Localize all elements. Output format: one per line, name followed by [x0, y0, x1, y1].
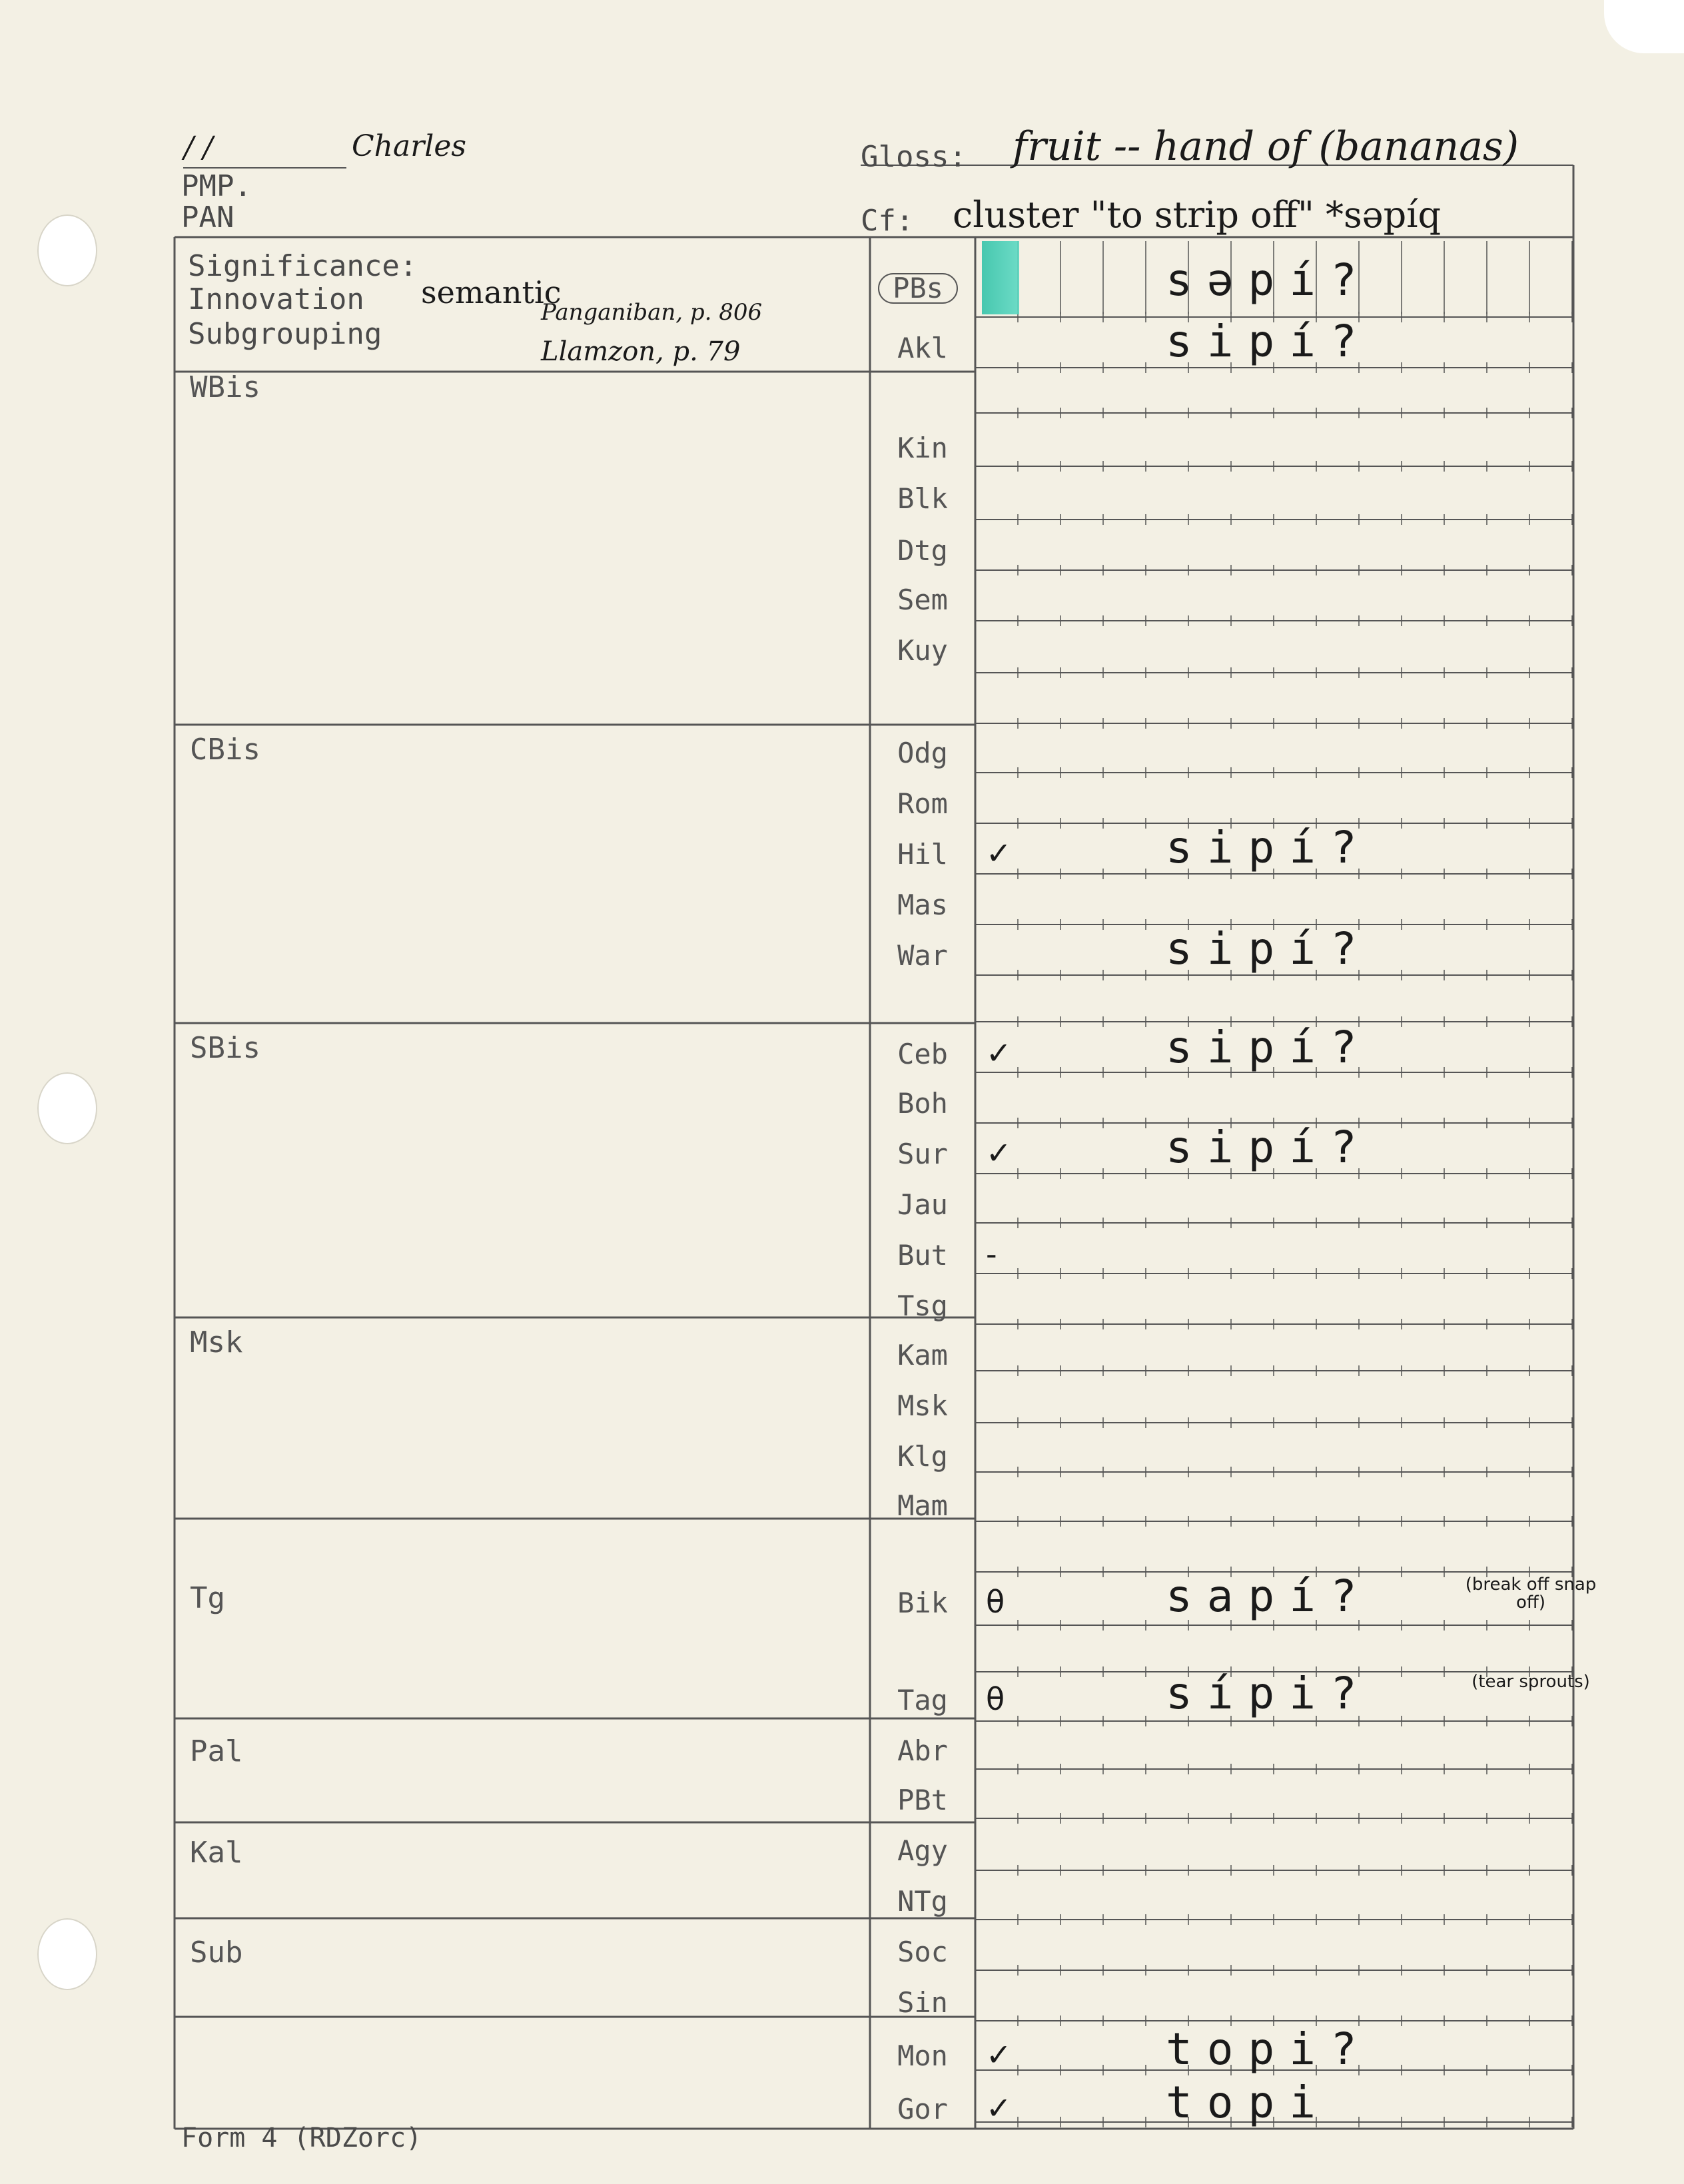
reflex-form: sipí?	[1166, 923, 1372, 974]
language-abbr: Sin	[897, 1986, 948, 2019]
language-abbr: Klg	[897, 1440, 948, 1473]
innovation-value: semantic	[421, 274, 562, 310]
highlight-marker	[982, 241, 1019, 314]
language-abbr: Odg	[897, 737, 948, 769]
check-mark: ✓	[986, 1135, 1012, 1171]
pmp-label: PMP.	[181, 169, 252, 203]
reflex-form: topi	[1166, 2077, 1330, 2128]
check-mark: θ	[986, 1584, 1005, 1620]
reflex-form: topi?	[1166, 2023, 1372, 2075]
language-abbr: But	[897, 1239, 948, 1272]
language-abbr: Mas	[897, 889, 948, 921]
gloss-note: (break off snap off)	[1465, 1575, 1597, 1613]
language-abbr: Bik	[897, 1587, 948, 1619]
group-label: CBis	[190, 733, 260, 767]
language-abbr: Mon	[897, 2039, 948, 2072]
language-abbr: Kuy	[897, 634, 948, 667]
cf-label: Cf:	[861, 204, 914, 238]
language-abbr: NTg	[897, 1885, 948, 1918]
language-abbr: Mam	[897, 1489, 948, 1522]
recorder-name: Charles	[352, 129, 466, 163]
reference-llamzon: Llamzon, p. 79	[541, 336, 741, 367]
check-mark: ✓	[986, 2037, 1012, 2073]
language-abbr: Hil	[897, 838, 948, 871]
language-abbr: Sur	[897, 1138, 948, 1170]
date-field: / /	[184, 131, 213, 165]
language-abbr: Dtg	[897, 534, 948, 567]
group-label: Sub	[190, 1936, 243, 1970]
language-abbr: PBs	[878, 273, 958, 304]
check-mark: ✓	[986, 2090, 1012, 2126]
reflex-form: sipí?	[1166, 822, 1372, 873]
language-abbr: War	[897, 939, 948, 972]
reflex-form: sapí?	[1166, 1571, 1372, 1622]
gloss-note: (tear sprouts)	[1472, 1672, 1590, 1692]
language-abbr: Kam	[897, 1339, 948, 1371]
language-abbr: Boh	[897, 1087, 948, 1120]
group-label: Msk	[190, 1325, 243, 1359]
language-abbr: Akl	[897, 332, 948, 364]
language-abbr: Ceb	[897, 1038, 948, 1070]
language-abbr: Tag	[897, 1684, 948, 1716]
innovation-label: Innovation	[188, 282, 364, 316]
language-abbr: Jau	[897, 1188, 948, 1221]
language-abbr: Msk	[897, 1389, 948, 1422]
reference-panganiban: Panganiban, p. 806	[541, 299, 763, 326]
gloss-value: fruit -- hand of (bananas)	[1013, 123, 1519, 170]
reflex-form: sípi?	[1166, 1668, 1372, 1719]
group-label: SBis	[190, 1031, 260, 1065]
gloss-label: Gloss:	[861, 140, 967, 174]
language-abbr: PBt	[897, 1784, 948, 1816]
check-mark: -	[986, 1236, 997, 1272]
reflex-form: səpí?	[1166, 254, 1372, 306]
check-mark: θ	[986, 1681, 1005, 1717]
reflex-form: sipí?	[1166, 1022, 1372, 1073]
pan-label: PAN	[181, 200, 234, 234]
language-abbr: Kin	[897, 432, 948, 464]
group-label: Tg	[190, 1581, 225, 1615]
reflex-form: sipí?	[1166, 1122, 1372, 1173]
subgrouping-label: Subgrouping	[188, 317, 382, 351]
language-abbr: Gor	[897, 2093, 948, 2125]
significance-label: Significance:	[188, 249, 418, 283]
check-mark: ✓	[986, 835, 1012, 871]
language-abbr: Sem	[897, 583, 948, 616]
group-label: WBis	[190, 370, 260, 404]
group-label: Pal	[190, 1734, 243, 1768]
language-abbr: Rom	[897, 787, 948, 820]
group-label: Kal	[190, 1836, 243, 1870]
reflex-form: sipí?	[1166, 316, 1372, 367]
language-abbr: Soc	[897, 1936, 948, 1968]
language-abbr: Blk	[897, 482, 948, 515]
form-label: Form 4 (RDZorc)	[181, 2123, 422, 2153]
language-abbr: Abr	[897, 1734, 948, 1767]
check-mark: ✓	[986, 1035, 1012, 1071]
language-abbr: Agy	[897, 1834, 948, 1867]
language-abbr: Tsg	[897, 1289, 948, 1322]
cf-value: cluster "to strip off" *səpíq	[953, 194, 1442, 236]
